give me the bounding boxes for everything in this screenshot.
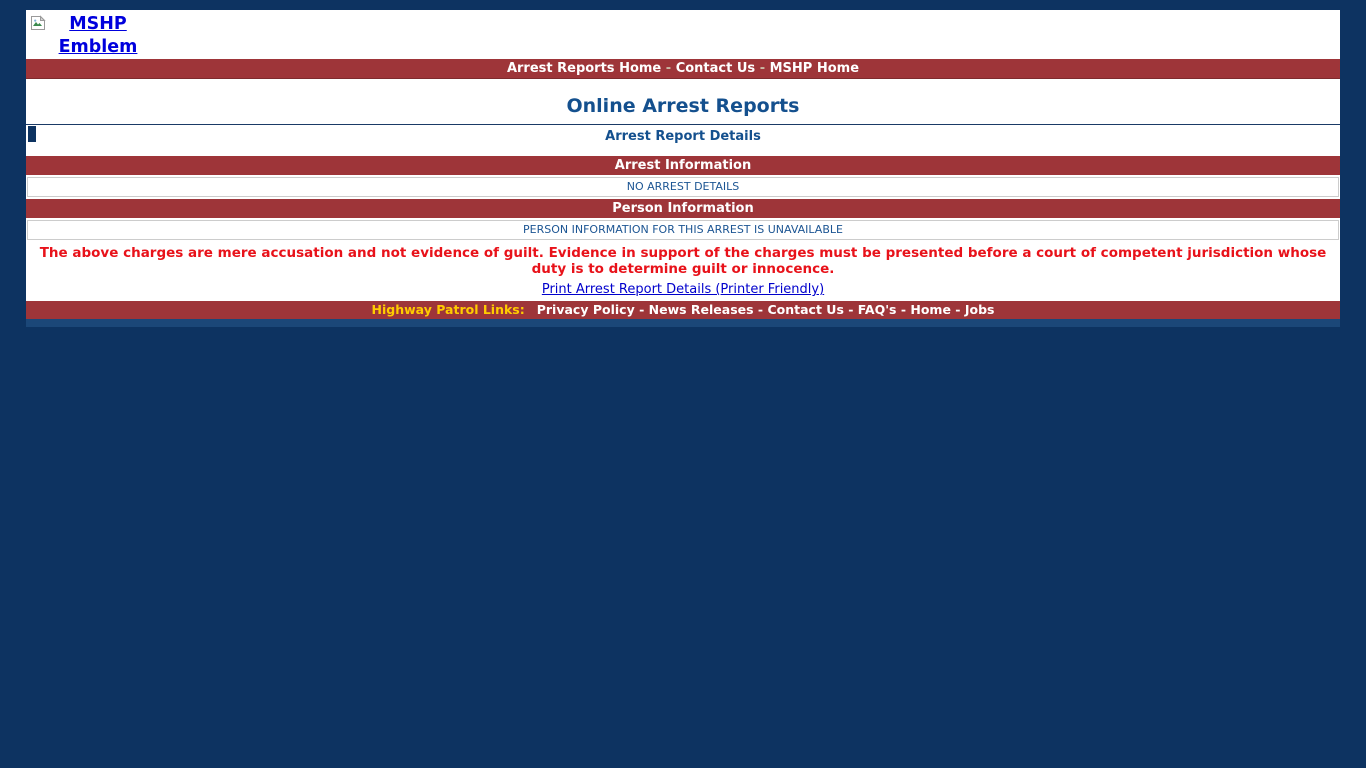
print-report-link[interactable]: Print Arrest Report Details (Printer Friendly) (541, 282, 825, 297)
top-nav-bar (26, 59, 1340, 79)
footer-links-bar (26, 301, 1340, 319)
spacer (26, 143, 1340, 156)
page-title: Online Arrest Reports (566, 95, 800, 117)
separator: - (753, 302, 768, 317)
bottom-band (26, 319, 1340, 327)
separator: - (950, 302, 965, 317)
footer-label: Highway Patrol Links: (371, 302, 525, 317)
separator: - (896, 302, 911, 317)
masthead (26, 10, 1340, 59)
footer-links (537, 302, 995, 317)
navy-marker-cell (28, 126, 36, 142)
arrest-information-body: NO ARREST DETAILS (27, 177, 1339, 197)
report-details-header-row (26, 124, 1340, 143)
separator: - (634, 302, 649, 317)
broken-image-icon (30, 15, 46, 31)
arrest-information-header: Arrest Information (26, 156, 1340, 175)
person-information-header: Person Information (26, 199, 1340, 218)
print-row (26, 277, 1340, 301)
person-information-body: PERSON INFORMATION FOR THIS ARREST IS UNAVAILABLE (27, 220, 1339, 240)
disclaimer-text: The above charges are mere accusation and not evidence of guilt. Evidence in support of the charges must be presented before a court of competent jurisdiction whose duty is to determine guilt or innocence. (39, 245, 1327, 277)
mshp-emblem-link[interactable] (30, 13, 150, 59)
emblem-alt-text: MSHP Emblem (58, 14, 138, 57)
nav-link-arrest-reports-home[interactable]: Arrest Reports Home (506, 61, 662, 76)
separator: - (755, 61, 770, 76)
main-content (26, 79, 1340, 301)
separator: - (661, 61, 676, 76)
footer-link-faq-s[interactable]: FAQ's (857, 302, 897, 317)
footer-link-home[interactable]: Home (910, 302, 951, 317)
footer-link-news-releases[interactable]: News Releases (648, 302, 754, 317)
footer-link-contact-us[interactable]: Contact Us (767, 302, 844, 317)
separator: - (843, 302, 858, 317)
nav-link-mshp-home[interactable]: MSHP Home (769, 61, 860, 76)
footer-link-privacy-policy[interactable]: Privacy Policy (536, 302, 635, 317)
nav-link-contact-us[interactable]: Contact Us (675, 61, 756, 76)
section-title: Arrest Report Details (605, 129, 761, 144)
footer-link-jobs[interactable]: Jobs (964, 302, 995, 317)
content-area (26, 10, 1340, 327)
